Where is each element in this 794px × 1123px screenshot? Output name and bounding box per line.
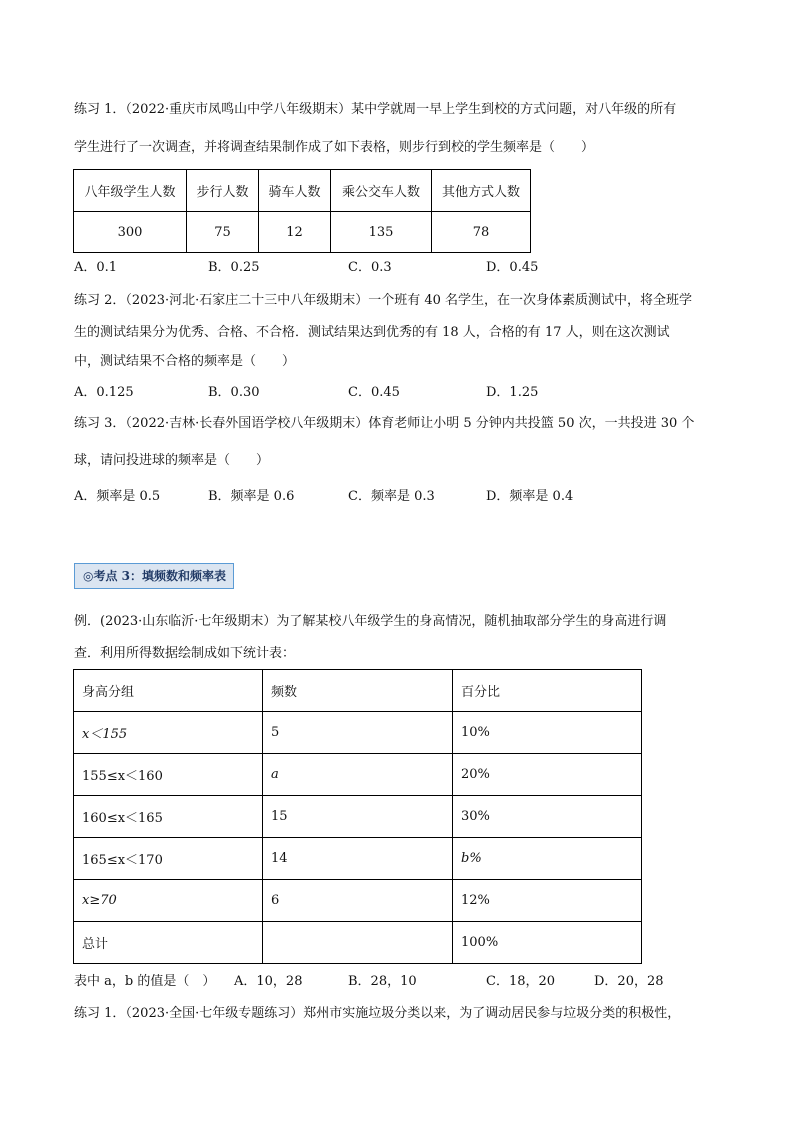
row-label: x＜155 xyxy=(82,727,128,742)
table-row xyxy=(74,880,642,922)
table-row xyxy=(74,712,642,754)
q1-value-cell: 300 xyxy=(74,212,187,253)
q1-options xyxy=(74,259,724,277)
example-header-cell: 百分比 xyxy=(453,670,642,712)
row-percent: b% xyxy=(461,851,482,866)
q1-header-cell: 骑车人数 xyxy=(259,170,331,212)
option-b: B．28，10 xyxy=(348,974,417,989)
example-table xyxy=(73,669,642,964)
option-a: A．0.1 xyxy=(74,260,118,275)
q1-header-cell: 其他方式人数 xyxy=(432,170,531,212)
q1-value-cell: 12 xyxy=(259,212,331,253)
q3-options xyxy=(74,488,724,506)
row-percent: 10% xyxy=(453,712,642,754)
row-count: 14 xyxy=(263,838,453,880)
q1-header-cell: 八年级学生人数 xyxy=(74,170,187,212)
q1-header-cell: 乘公交车人数 xyxy=(331,170,432,212)
row-count: 15 xyxy=(263,796,453,838)
q1-text-line1: 练习 1．（2022·重庆市凤鸣山中学八年级期末）某中学就周一早上学生到校的方式问题，对八年级的所有 xyxy=(74,102,677,117)
section-tag: ◎考点 3：填频数和频率表 xyxy=(74,563,234,589)
option-a: A．0.125 xyxy=(74,385,134,400)
q2-options xyxy=(74,384,724,402)
table-row xyxy=(74,922,642,964)
row-label: 160≤x＜165 xyxy=(74,796,263,838)
row-count xyxy=(263,922,453,964)
option-d: D．频率是 0.4 xyxy=(486,489,574,504)
table-row xyxy=(74,838,642,880)
option-d: D．1.25 xyxy=(486,385,539,400)
q1-table xyxy=(73,169,531,253)
row-label: 165≤x＜170 xyxy=(74,838,263,880)
example-header-cell: 身高分组 xyxy=(74,670,263,712)
option-d: D．20，28 xyxy=(594,974,664,989)
q3-text-line1: 练习 3．（2022·吉林·长春外国语学校八年级期末）体育老师让小明 5 分钟内共投篮 50 次，一共投进 30 个 xyxy=(74,416,695,431)
example-header-cell: 频数 xyxy=(263,670,453,712)
option-c: C．18，20 xyxy=(486,974,556,989)
q2-text-line1: 练习 2．（2023·河北·石家庄二十三中八年级期末）一个班有 40 名学生，在一次身体素质测试中，将全班学 xyxy=(74,293,693,308)
option-a: A．10，28 xyxy=(234,974,303,989)
option-a: A．频率是 0.5 xyxy=(74,489,161,504)
q2-text-line3: 中，测试结果不合格的频率是（ ） xyxy=(74,354,296,369)
option-d: D．0.45 xyxy=(486,260,539,275)
row-label: x≥70 xyxy=(82,893,117,908)
example-text-line2: 查．利用所得数据绘制成如下统计表： xyxy=(74,646,296,661)
q3-text-line2: 球，请问投进球的频率是（ ） xyxy=(74,453,270,468)
option-b: B．频率是 0.6 xyxy=(208,489,295,504)
row-percent: 12% xyxy=(453,880,642,922)
table-row xyxy=(74,754,642,796)
row-label: 总计 xyxy=(74,922,263,964)
row-count: a xyxy=(271,767,279,782)
q1-value-cell: 135 xyxy=(331,212,432,253)
q1-value-cell: 78 xyxy=(432,212,531,253)
row-label: 155≤x＜160 xyxy=(74,754,263,796)
row-percent: 20% xyxy=(453,754,642,796)
example-question: 表中 a，b 的值是（ ） xyxy=(74,974,216,989)
row-percent: 100% xyxy=(453,922,642,964)
row-count: 5 xyxy=(263,712,453,754)
q4-text-line1: 练习 1．（2023·全国·七年级专题练习）郑州市实施垃圾分类以来，为了调动居民参与垃圾分类的积极性， xyxy=(74,1006,681,1021)
option-c: C．0.3 xyxy=(348,260,392,275)
q2-text-line2: 生的测试结果分为优秀、合格、不合格．测试结果达到优秀的有 18 人，合格的有 17 人，则在这次测试 xyxy=(74,325,670,340)
q1-text-line2: 学生进行了一次调查，并将调查结果制作成了如下表格，则步行到校的学生频率是（ ） xyxy=(74,140,595,155)
option-c: C．0.45 xyxy=(348,385,400,400)
option-b: B．0.25 xyxy=(208,260,260,275)
option-c: C．频率是 0.3 xyxy=(348,489,435,504)
q1-value-cell: 75 xyxy=(187,212,259,253)
table-row xyxy=(74,796,642,838)
q1-header-cell: 步行人数 xyxy=(187,170,259,212)
example-text-line1: 例．(2023·山东临沂·七年级期末）为了解某校八年级学生的身高情况，随机抽取部分学生的身高进行调 xyxy=(74,614,667,629)
row-count: 6 xyxy=(263,880,453,922)
option-b: B．0.30 xyxy=(208,385,260,400)
row-percent: 30% xyxy=(453,796,642,838)
example-options xyxy=(74,973,724,991)
